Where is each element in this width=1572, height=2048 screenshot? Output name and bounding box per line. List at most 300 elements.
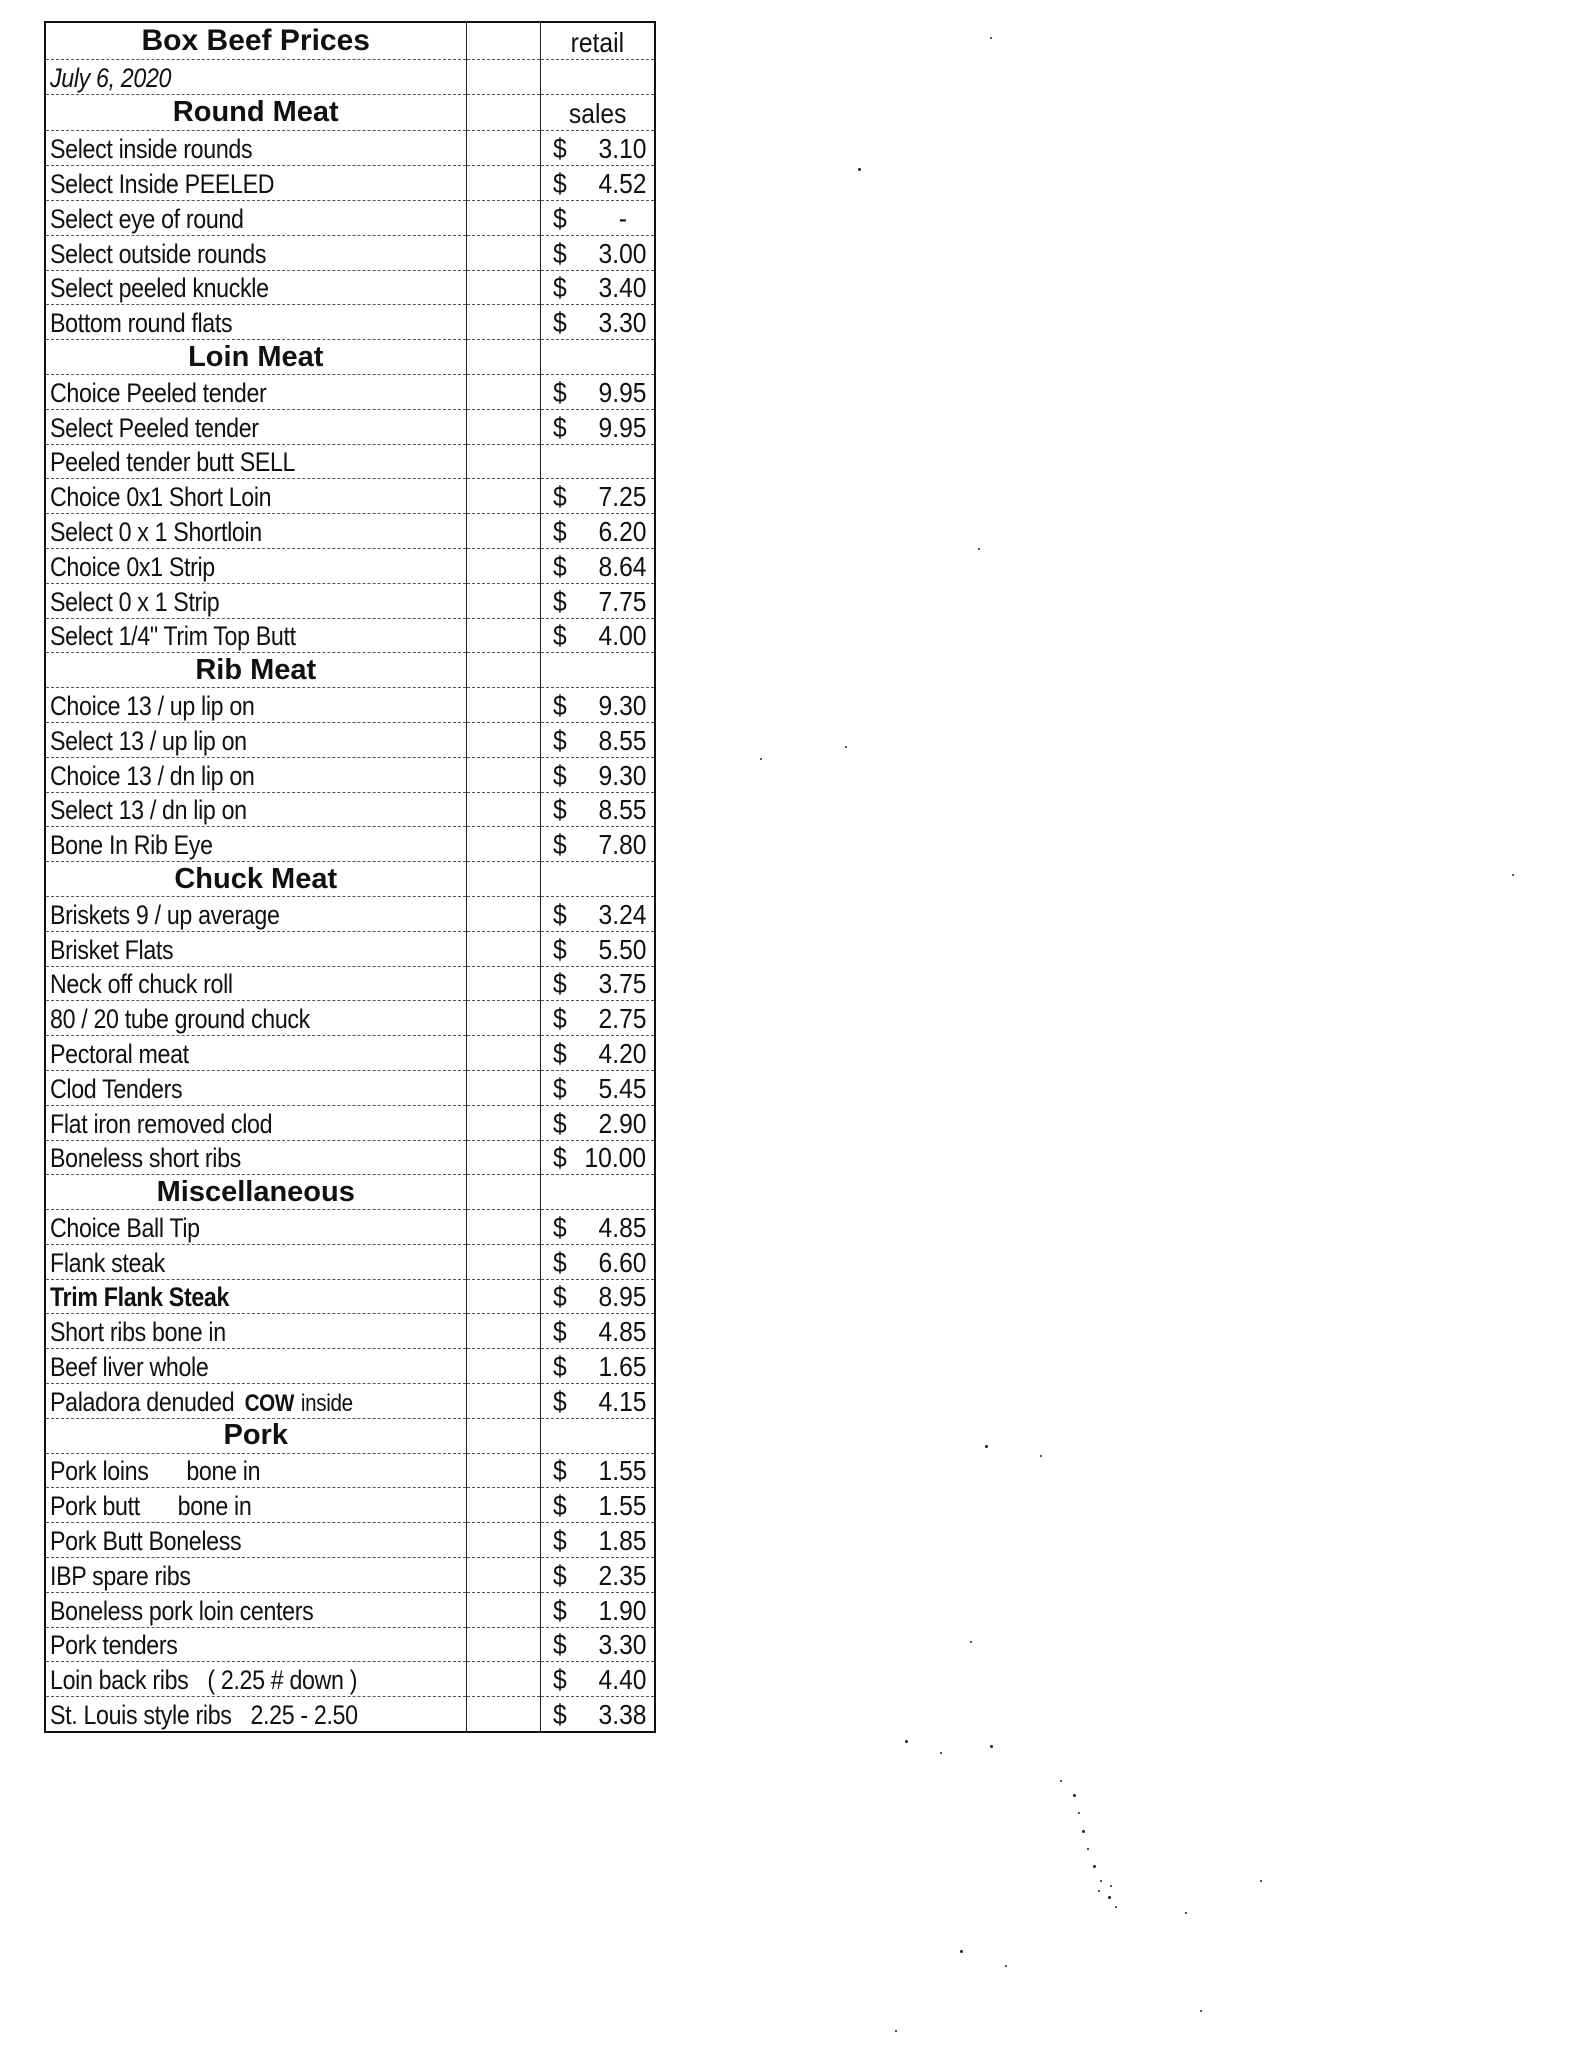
sheet-date-cell — [45, 59, 466, 94]
item-price-cell — [540, 1349, 655, 1384]
price-value: 2.90 — [598, 1107, 646, 1139]
item-price-cell — [540, 1592, 655, 1627]
price-value: 6.60 — [598, 1246, 646, 1278]
scan-speck — [1098, 1890, 1100, 1892]
item-price-cell — [540, 166, 655, 201]
sales-header-cell — [540, 94, 655, 131]
section-heading-row — [45, 862, 655, 897]
scan-speck — [1093, 1865, 1096, 1868]
sales-header: sales — [568, 98, 627, 130]
price-box — [541, 202, 655, 235]
currency-symbol: $ — [552, 759, 567, 791]
item-name-cell — [45, 235, 466, 270]
item-price-cell — [540, 1662, 655, 1697]
blank-cell — [466, 1349, 540, 1384]
blank-cell — [466, 1001, 540, 1036]
scan-speck — [1200, 2010, 1202, 2012]
price-value: 8.55 — [598, 724, 646, 756]
price-box — [541, 831, 655, 861]
item-name: Briskets 9 / up average — [50, 899, 280, 930]
currency-symbol: $ — [552, 1281, 567, 1313]
currency-symbol: $ — [552, 481, 567, 513]
item-price-cell — [540, 618, 655, 653]
item-name-cell — [45, 966, 466, 1001]
currency-symbol: $ — [552, 1490, 567, 1522]
price-row — [45, 1070, 655, 1105]
blank-cell — [466, 1697, 540, 1732]
price-value: 1.85 — [598, 1525, 646, 1557]
price-box — [541, 898, 655, 931]
item-name: Pork tenders — [50, 1630, 178, 1661]
currency-symbol: $ — [552, 202, 567, 234]
item-name: Choice 13 / up lip on — [50, 690, 255, 721]
price-box — [541, 759, 655, 792]
scan-speck — [1100, 1880, 1102, 1882]
price-box — [541, 483, 655, 513]
item-name-cell — [45, 1627, 466, 1662]
section-heading-row — [45, 94, 655, 131]
item-price-cell — [540, 409, 655, 444]
blank-cell — [466, 94, 540, 131]
currency-symbol: $ — [552, 1385, 567, 1417]
item-name — [50, 1667, 357, 1696]
item-price-cell — [540, 1384, 655, 1419]
currency-symbol: $ — [552, 724, 567, 756]
price-value: 8.64 — [598, 550, 646, 582]
price-row — [45, 966, 655, 1001]
item-name: Short ribs bone in — [50, 1317, 226, 1348]
item-price-cell — [540, 1244, 655, 1279]
blank-cell — [466, 479, 540, 514]
blank-cell — [466, 1627, 540, 1662]
item-price-cell — [540, 1627, 655, 1662]
price-value: 6.20 — [598, 515, 646, 547]
retail-header: retail — [570, 26, 624, 58]
item-price-cell — [540, 131, 655, 166]
item-name-suffix: bone in — [177, 1491, 252, 1522]
price-value: 9.95 — [598, 411, 646, 443]
price-row — [45, 1105, 655, 1140]
section-heading-round-meat: Round Meat — [45, 94, 466, 131]
currency-symbol: $ — [552, 550, 567, 582]
blank-cell — [466, 1105, 540, 1140]
date-row — [45, 59, 655, 94]
scan-speck — [845, 746, 847, 748]
item-name-cell — [45, 757, 466, 792]
item-name: Select 0 x 1 Shortloin — [50, 516, 262, 547]
item-name-cell — [45, 583, 466, 618]
item-price-cell — [540, 757, 655, 792]
currency-symbol: $ — [552, 1211, 567, 1243]
price-row — [45, 1558, 655, 1593]
price-box — [541, 135, 655, 165]
item-name: Select 13 / up lip on — [50, 725, 247, 756]
currency-symbol: $ — [552, 307, 567, 339]
price-row — [45, 1488, 655, 1523]
currency-symbol: $ — [552, 237, 567, 269]
item-name-emphasis: COW — [244, 1389, 295, 1417]
price-row — [45, 1279, 655, 1314]
price-box — [541, 585, 655, 618]
blank-cell — [466, 1453, 540, 1488]
price-box — [541, 1527, 655, 1557]
scan-speck — [990, 37, 992, 39]
item-name-cell — [45, 1105, 466, 1140]
price-row — [45, 722, 655, 757]
item-name: Boneless short ribs — [50, 1143, 241, 1174]
price-box — [541, 724, 655, 757]
price-row — [45, 235, 655, 270]
item-name-cell — [45, 722, 466, 757]
currency-symbol: $ — [552, 933, 567, 965]
currency-symbol: $ — [552, 1629, 567, 1661]
blank-cell — [466, 1523, 540, 1558]
price-box — [541, 1385, 655, 1418]
item-name-cell — [45, 1036, 466, 1071]
price-box — [541, 550, 655, 583]
price-value: 2.75 — [598, 1003, 646, 1035]
blank-cell — [540, 862, 655, 897]
blank-cell — [466, 1592, 540, 1627]
item-name-cell — [45, 1697, 466, 1732]
scan-speck — [940, 1752, 942, 1754]
item-name-cell — [45, 1662, 466, 1697]
sheet-title: Box Beef Prices — [45, 22, 466, 59]
item-name: Flank steak — [50, 1247, 165, 1278]
scan-speck — [760, 758, 762, 760]
blank-cell — [466, 862, 540, 897]
price-value: 4.85 — [598, 1316, 646, 1348]
price-row — [45, 618, 655, 653]
item-name-cell — [45, 444, 466, 479]
item-price-cell — [540, 1314, 655, 1349]
price-row — [45, 444, 655, 479]
item-name-cell — [45, 1453, 466, 1488]
price-box — [541, 1283, 655, 1313]
blank-cell — [466, 1036, 540, 1071]
price-box — [541, 970, 655, 1000]
blank-cell — [540, 59, 655, 94]
item-name-suffix: bone in — [186, 1456, 261, 1487]
item-name-cell — [45, 1210, 466, 1245]
item-name: Select inside rounds — [50, 134, 253, 165]
price-box — [541, 933, 655, 966]
item-price-cell — [540, 514, 655, 549]
item-name-prefix: Pork loins — [50, 1456, 149, 1487]
currency-symbol: $ — [552, 167, 567, 199]
currency-symbol: $ — [552, 1142, 567, 1174]
item-name-cell — [45, 514, 466, 549]
currency-symbol: $ — [552, 1351, 567, 1383]
blank-cell — [540, 653, 655, 688]
item-name — [50, 1493, 251, 1522]
item-name-cell — [45, 827, 466, 862]
price-row — [45, 1314, 655, 1349]
scan-speck — [970, 1641, 972, 1643]
price-row — [45, 374, 655, 409]
scan-speck — [990, 1745, 993, 1748]
price-box — [541, 376, 655, 409]
currency-symbol: $ — [552, 133, 567, 165]
scan-speck — [1087, 1848, 1089, 1850]
price-box — [541, 1353, 655, 1383]
price-box — [541, 1246, 655, 1279]
blank-cell — [466, 757, 540, 792]
currency-symbol: $ — [552, 376, 567, 408]
blank-cell — [466, 688, 540, 723]
blank-cell — [466, 548, 540, 583]
scan-speck — [1512, 874, 1514, 876]
price-box — [541, 1005, 655, 1035]
item-name: Trim Flank Steak — [50, 1282, 230, 1313]
currency-symbol: $ — [552, 1072, 567, 1104]
price-box — [541, 237, 655, 270]
item-name-cell — [45, 1592, 466, 1627]
blank-cell — [466, 59, 540, 94]
item-price-cell — [540, 1523, 655, 1558]
price-row — [45, 548, 655, 583]
price-value: 3.30 — [598, 307, 646, 339]
item-price-cell — [540, 1453, 655, 1488]
currency-symbol: $ — [552, 794, 567, 826]
blank-cell — [466, 1488, 540, 1523]
item-price-cell — [540, 792, 655, 827]
price-row — [45, 1592, 655, 1627]
price-value: 9.30 — [598, 759, 646, 791]
item-name: Select Peeled tender — [50, 412, 259, 443]
blank-cell — [540, 1418, 655, 1453]
item-name-cell — [45, 1349, 466, 1384]
price-box — [541, 1037, 655, 1070]
currency-symbol: $ — [552, 1107, 567, 1139]
item-name: Select 0 x 1 Strip — [50, 586, 220, 617]
price-box — [541, 1559, 655, 1592]
blank-cell — [466, 166, 540, 201]
price-row — [45, 1627, 655, 1662]
item-name: Neck off chuck roll — [50, 969, 233, 1000]
price-box — [541, 515, 655, 548]
item-name: Pectoral meat — [50, 1038, 189, 1069]
price-row — [45, 583, 655, 618]
price-box — [541, 1072, 655, 1105]
currency-symbol: $ — [552, 1316, 567, 1348]
item-price-cell — [540, 200, 655, 235]
item-price-cell — [540, 1558, 655, 1593]
price-rows — [45, 131, 655, 1732]
item-name: Clod Tenders — [50, 1073, 183, 1104]
scan-speck — [1005, 1965, 1007, 1967]
item-price-cell — [540, 1001, 655, 1036]
item-price-cell — [540, 1036, 655, 1071]
price-value: 9.95 — [598, 376, 646, 408]
price-row — [45, 1140, 655, 1175]
price-box — [541, 1211, 655, 1244]
price-box — [541, 1666, 655, 1696]
price-value: 4.15 — [598, 1385, 646, 1417]
item-name-prefix: St. Louis style ribs — [50, 1700, 232, 1731]
price-row — [45, 305, 655, 340]
price-box — [541, 1107, 655, 1140]
price-box — [541, 1701, 655, 1731]
price-value: 1.65 — [598, 1351, 646, 1383]
item-price-cell — [540, 896, 655, 931]
item-price-cell — [540, 583, 655, 618]
price-value: 4.20 — [598, 1037, 646, 1069]
price-box — [541, 411, 655, 444]
section-heading-row — [45, 1418, 655, 1453]
price-value: 3.40 — [598, 272, 646, 304]
price-row — [45, 896, 655, 931]
scan-speck — [1040, 1455, 1042, 1457]
blank-cell — [466, 1175, 540, 1210]
price-value: 3.10 — [598, 133, 646, 165]
scan-speck — [978, 548, 980, 550]
item-name-cell — [45, 1070, 466, 1105]
item-name-cell — [45, 374, 466, 409]
retail-header-cell — [540, 22, 655, 59]
item-name-cell — [45, 1140, 466, 1175]
item-name-cell — [45, 1488, 466, 1523]
currency-symbol: $ — [552, 1246, 567, 1278]
price-value: 1.90 — [598, 1594, 646, 1626]
item-name-cell — [45, 548, 466, 583]
item-name-cell — [45, 131, 466, 166]
scan-speck — [1185, 1912, 1187, 1914]
price-row — [45, 1001, 655, 1036]
item-name: Select eye of round — [50, 203, 244, 234]
item-name-cell — [45, 896, 466, 931]
item-name — [50, 1702, 358, 1731]
item-price-cell — [540, 1105, 655, 1140]
price-row — [45, 1453, 655, 1488]
blank-cell — [466, 1384, 540, 1419]
currency-symbol: $ — [552, 272, 567, 304]
price-value: 3.24 — [598, 898, 646, 930]
price-row — [45, 1523, 655, 1558]
blank-cell — [466, 1070, 540, 1105]
item-name-cell — [45, 166, 466, 201]
item-name: IBP spare ribs — [50, 1560, 191, 1591]
blank-cell — [540, 1175, 655, 1210]
price-box — [541, 309, 655, 339]
price-box — [541, 1594, 655, 1627]
blank-cell — [466, 444, 540, 479]
item-name: Choice 13 / dn lip on — [50, 760, 255, 791]
price-value: 4.40 — [598, 1664, 646, 1696]
item-name-prefix: Pork butt — [50, 1491, 140, 1522]
item-name: Choice Peeled tender — [50, 377, 267, 408]
scan-speck — [895, 2030, 897, 2032]
blank-cell — [466, 966, 540, 1001]
item-name: Select Inside PEELED — [50, 168, 275, 199]
scan-speck — [1260, 1880, 1262, 1882]
price-row — [45, 1662, 655, 1697]
price-row — [45, 1210, 655, 1245]
price-box — [541, 274, 655, 304]
price-sheet-table — [44, 21, 656, 1733]
item-name: Bottom round flats — [50, 308, 233, 339]
currency-symbol: $ — [552, 515, 567, 547]
item-price-cell — [540, 688, 655, 723]
price-value: 7.25 — [598, 481, 646, 513]
currency-symbol: $ — [552, 829, 567, 861]
blank-cell — [466, 374, 540, 409]
price-box — [541, 1631, 655, 1661]
item-name-cell — [45, 1523, 466, 1558]
item-price-cell — [540, 1697, 655, 1732]
scan-speck — [1110, 1885, 1112, 1887]
scan-speck — [905, 1740, 908, 1743]
price-row — [45, 409, 655, 444]
blank-cell — [466, 1140, 540, 1175]
item-price-cell — [540, 305, 655, 340]
blank-cell — [540, 340, 655, 375]
item-price-cell — [540, 966, 655, 1001]
price-value: 8.55 — [598, 794, 646, 826]
item-name-suffix: ( 2.25 # down ) — [207, 1665, 358, 1696]
section-heading-row — [45, 340, 655, 375]
blank-cell — [466, 792, 540, 827]
item-price-cell — [540, 374, 655, 409]
item-price-cell — [540, 1488, 655, 1523]
price-row — [45, 1036, 655, 1071]
price-box — [541, 622, 655, 652]
item-name-cell — [45, 931, 466, 966]
blank-cell — [466, 270, 540, 305]
item-price-cell — [540, 1070, 655, 1105]
item-name: Choice Ball Tip — [50, 1212, 200, 1243]
scan-speck — [960, 1950, 963, 1953]
blank-cell — [466, 1418, 540, 1453]
blank-cell — [466, 618, 540, 653]
item-name: Select peeled knuckle — [50, 273, 269, 304]
item-price-cell — [540, 479, 655, 514]
item-price-cell — [540, 1210, 655, 1245]
item-name-suffix: 2.25 - 2.50 — [250, 1700, 358, 1731]
section-heading-miscellaneous: Miscellaneous — [45, 1175, 466, 1210]
item-price-cell — [540, 548, 655, 583]
price-value: 9.30 — [598, 689, 646, 721]
price-box — [541, 689, 655, 722]
price-box — [541, 1492, 655, 1522]
item-price-cell — [540, 444, 655, 479]
price-box — [541, 1457, 655, 1487]
price-row — [45, 1244, 655, 1279]
blank-cell — [466, 1662, 540, 1697]
item-name — [50, 1386, 353, 1418]
price-value: 10.00 — [584, 1142, 646, 1174]
currency-symbol: $ — [552, 620, 567, 652]
item-name-cell — [45, 1001, 466, 1036]
item-name-cell — [45, 409, 466, 444]
item-name-prefix: Loin back ribs — [50, 1665, 189, 1696]
price-value: 2.35 — [598, 1559, 646, 1591]
item-price-cell — [540, 270, 655, 305]
item-name-cell — [45, 305, 466, 340]
item-name-cell — [45, 1558, 466, 1593]
price-row — [45, 827, 655, 862]
scan-speck — [1078, 1812, 1080, 1814]
currency-symbol: $ — [552, 1037, 567, 1069]
price-box — [541, 167, 655, 200]
price-value: 4.00 — [598, 620, 646, 652]
price-value: 4.85 — [598, 1211, 646, 1243]
price-row — [45, 166, 655, 201]
scan-speck — [1060, 1780, 1062, 1782]
currency-symbol: $ — [552, 1003, 567, 1035]
item-price-cell — [540, 235, 655, 270]
item-name-cell — [45, 618, 466, 653]
